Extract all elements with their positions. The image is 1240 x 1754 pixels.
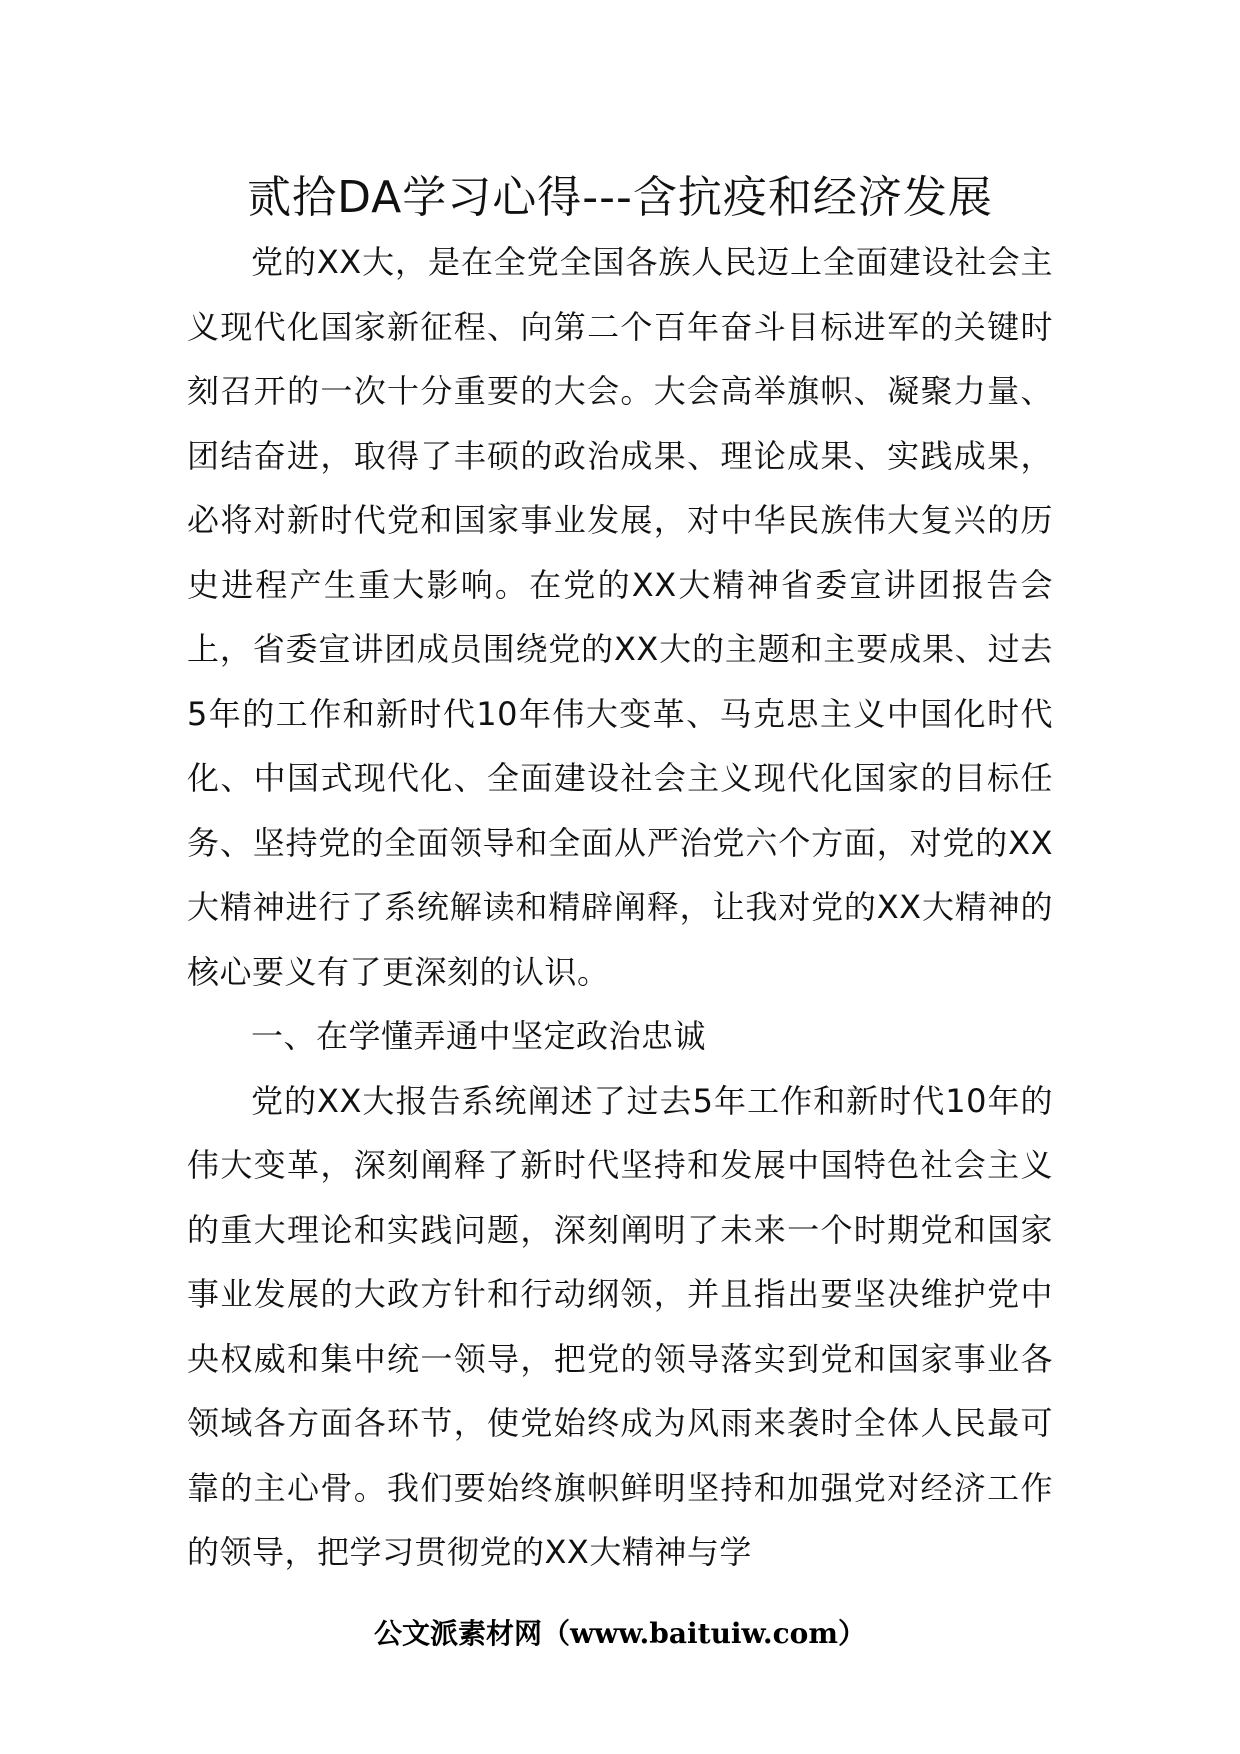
section-heading-1: 一、在学懂弄通中坚定政治忠诚 [251,1017,707,1055]
footer-watermark: 公文派素材网（www.baituiw.com） [374,1617,866,1650]
paragraph-section-1: 党的XX大报告系统阐述了过去5年工作和新时代10年的伟大变革，深刻阐释了新时代坚持和发展中国特色社会主义的重大理论和实践问题，深刻阐明了未来一个时期党和国家事业发展的大政方针和行动纲领，并且指出要坚决维护党中央权威和集中统一领导，把党的领导落实到党和国家事业各领域各方面各环节，使党始终成为风雨来袭时全体人民最可靠的主心骨。我们要始终旗帜鲜明坚持和加强党对经济工作的领导，把学习贯彻党的XX大精神与学 [187,1081,1053,1571]
paragraph-intro: 党的XX大，是在全党全国各族人民迈上全面建设社会主义现代化国家新征程、向第二个百年奋斗目标进军的关键时刻召开的一次十分重要的大会。大会高举旗帜、凝聚力量、团结奋进，取得了丰硕的政治成果、理论成果、实践成果，必将对新时代党和国家事业发展，对中华民族伟大复兴的历史进程产生重大影响。在党的XX大精神省委宣讲团报告会上，省委宣讲团成员围绕党的XX大的主题和主要成果、过去5年的工作和新时代10年伟大变革、马克思主义中国化时代化、中国式现代化、全面建设社会主义现代化国家的目标任务、坚持党的全面领导和全面从严治党六个方面，对党的XX大精神进行了系统解读和精辟阐释，让我对党的XX大精神的核心要义有了更深刻的认识。 [187,243,1053,991]
document-title: 贰拾DA学习心得---含抗疫和经济发展 [247,172,993,223]
document-body [187,230,1053,1585]
